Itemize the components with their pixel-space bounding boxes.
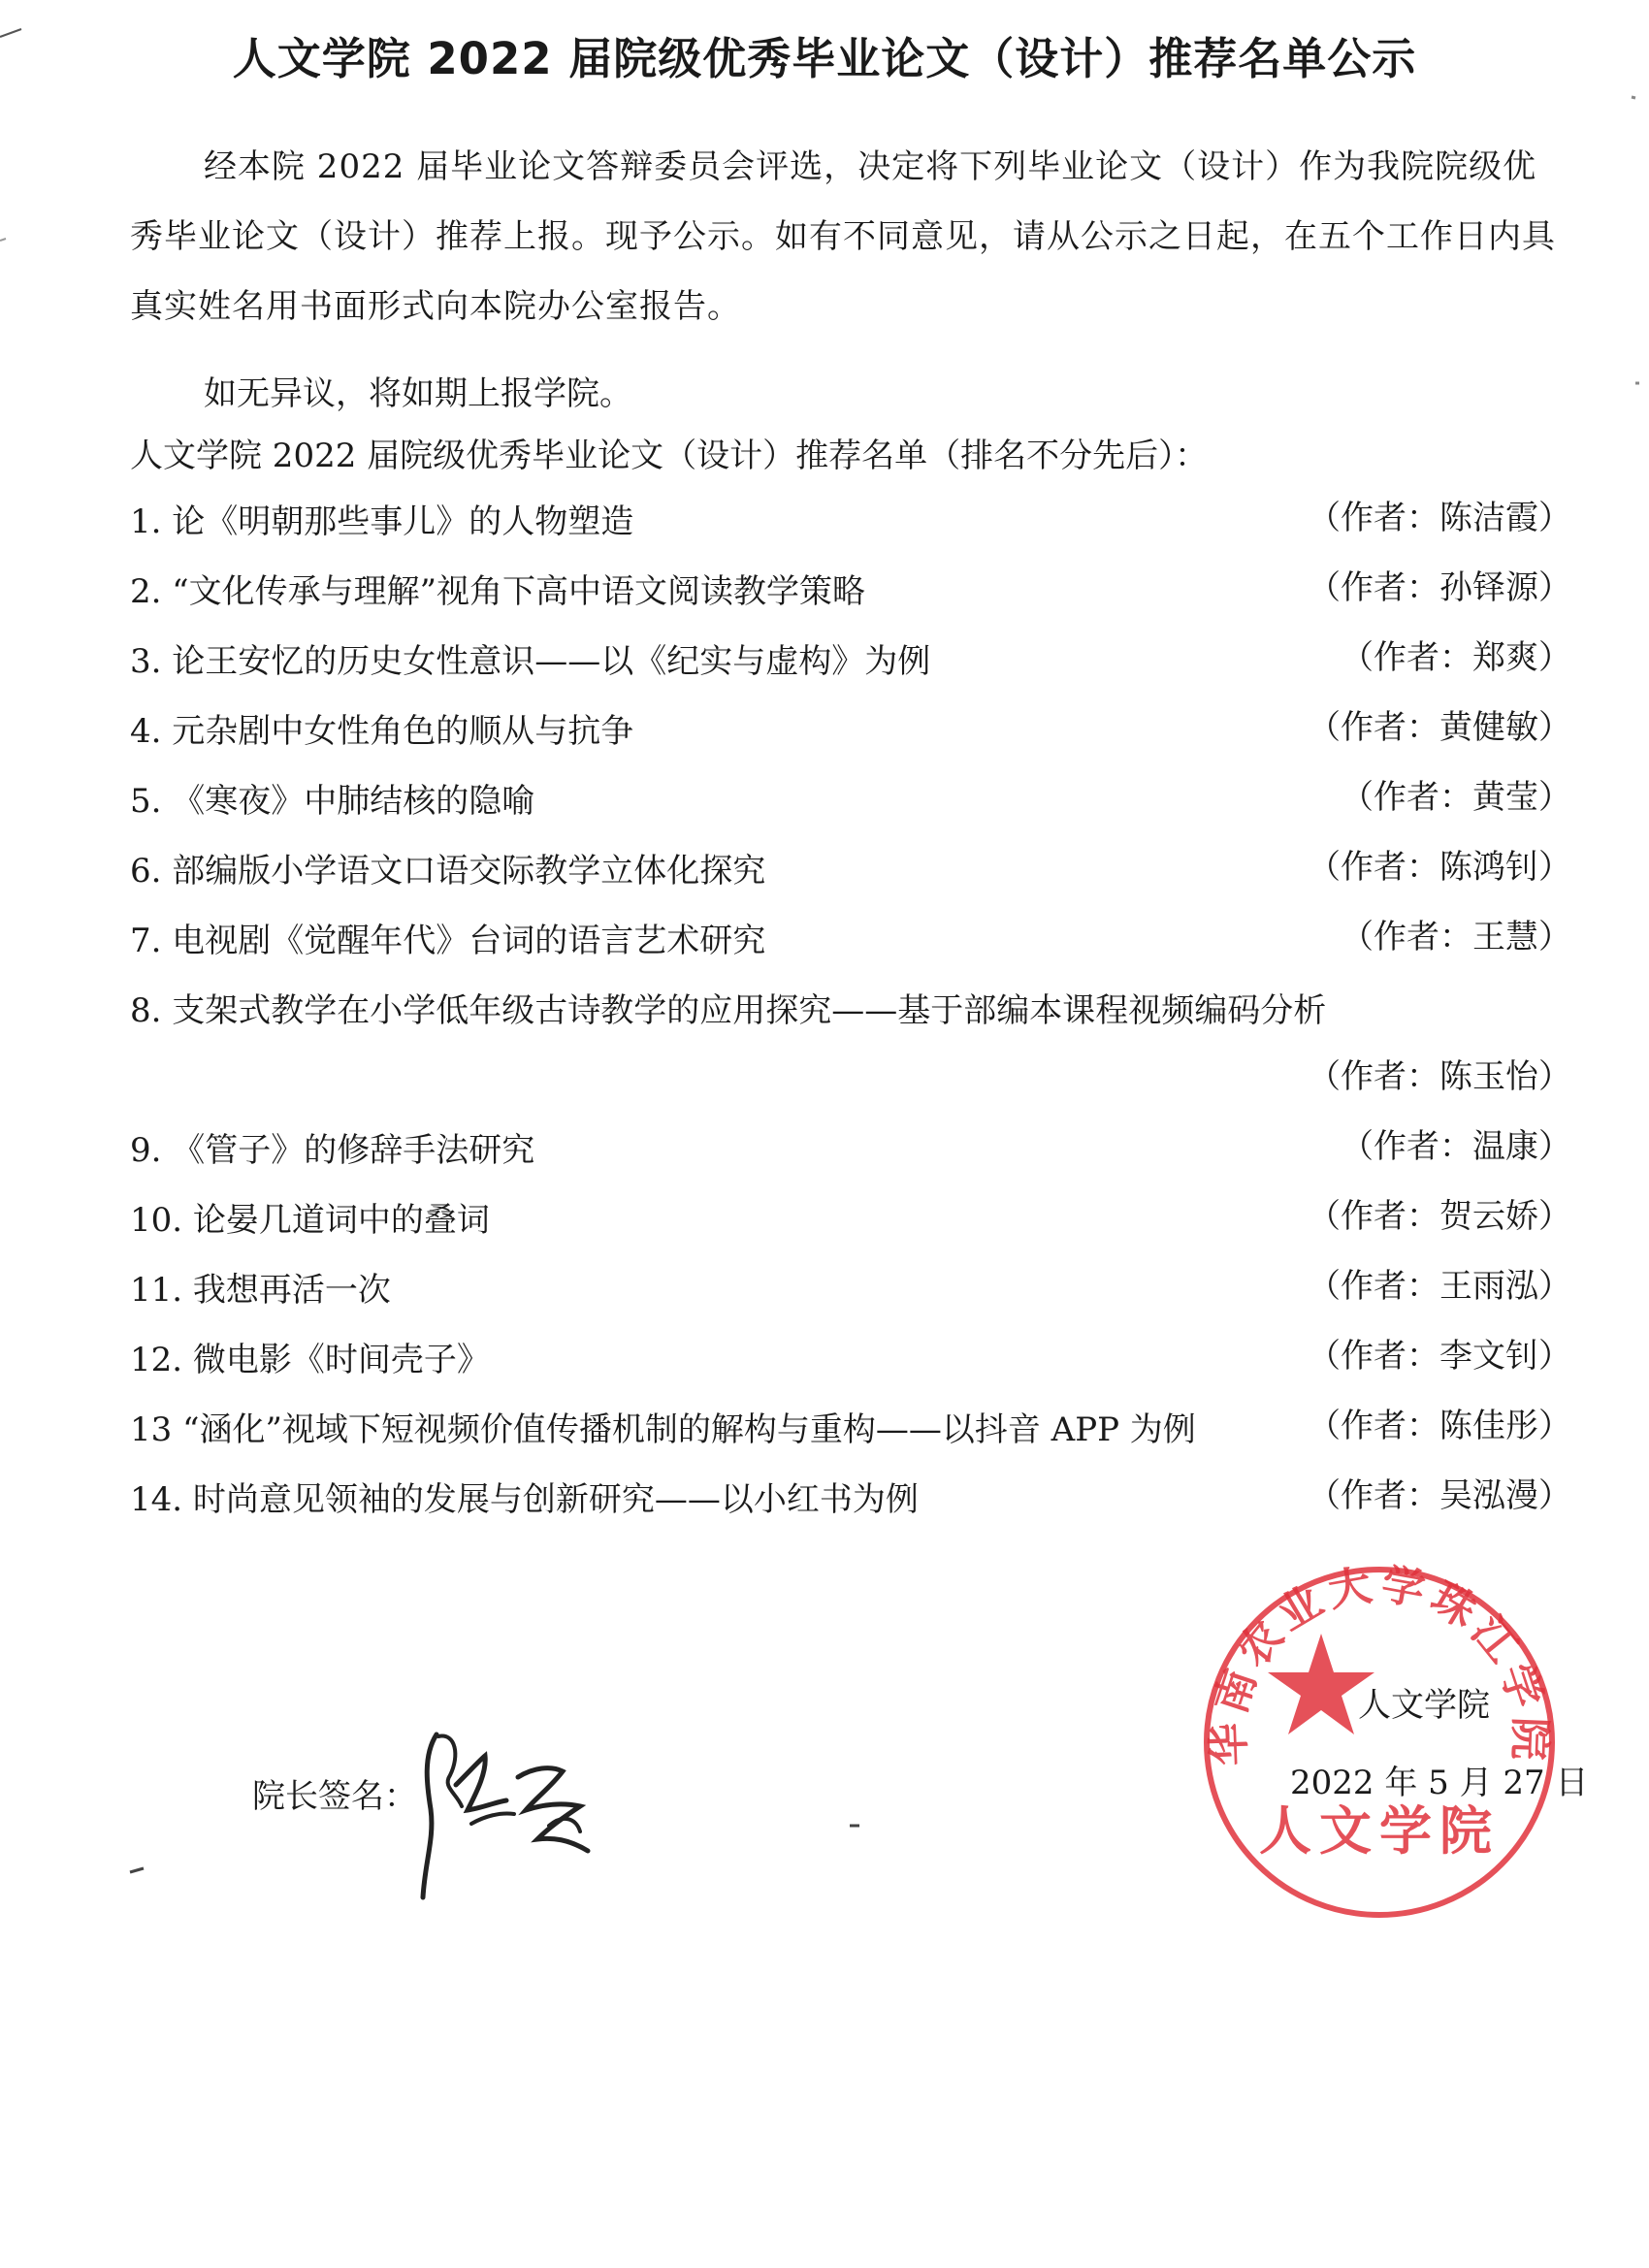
list-item (130, 1123, 1571, 1193)
thesis-title: 8. 支架式教学在小学低年级古诗教学的应用探究——基于部编本课程视频编码分析 (130, 991, 1327, 1030)
thesis-author: （作者：陈鸿钊） (1308, 848, 1571, 887)
list-item (130, 704, 1571, 774)
signature-label: 院长签名： (252, 1777, 417, 1816)
thesis-title: 3. 论王安忆的历史女性意识——以《纪实与虚构》为例 (130, 642, 931, 681)
list-item (130, 495, 1571, 565)
list-item (130, 1473, 1571, 1542)
notice-paragraph-2: 如无异议，将如期上报学院。 (204, 374, 632, 413)
official-seal (1195, 1558, 1564, 1927)
list-item (130, 1403, 1571, 1473)
thesis-list (130, 495, 1571, 1542)
thesis-title: 10. 论晏几道词中的叠词 (130, 1201, 490, 1240)
thesis-author: （作者：王雨泓） (1308, 1267, 1571, 1306)
thesis-title: 12. 微电影《时间壳子》 (130, 1341, 490, 1379)
thesis-author: （作者：温康） (1341, 1127, 1571, 1166)
list-item (130, 634, 1571, 704)
notice-paragraph: 经本院 2022 届毕业论文答辩委员会评选，决定将下列毕业论文（设计）作为我院院级优秀毕业论文（设计）推荐上报。现予公示。如有不同意见，请从公示之日起，在五个工作日内具真实姓名用书面形式向本院办公室报告。 (130, 147, 1556, 326)
list-item (130, 844, 1571, 914)
list-item (130, 565, 1571, 634)
thesis-author: （作者：陈玉怡） (1308, 1057, 1571, 1096)
thesis-author: （作者：陈洁霞） (1308, 499, 1571, 537)
issuer-name: 人文学院 (1358, 1686, 1490, 1725)
thesis-title: 1. 论《明朝那些事儿》的人物塑造 (130, 502, 634, 541)
list-heading: 人文学院 2022 届院级优秀毕业论文（设计）推荐名单（排名不分先后）： (130, 437, 1209, 475)
thesis-title: 6. 部编版小学语文口语交际教学立体化探究 (130, 852, 766, 891)
thesis-author: （作者：李文钊） (1308, 1337, 1571, 1376)
thesis-title: 9. 《管子》的修辞手法研究 (130, 1131, 535, 1170)
thesis-author: （作者：陈佳彤） (1308, 1407, 1571, 1445)
list-item (130, 914, 1571, 984)
seal-outer-text: 华南农业大学珠江学院 (1204, 1559, 1555, 1767)
thesis-author: （作者：吴泓漫） (1308, 1476, 1571, 1515)
thesis-title: 13 “涵化”视域下短视频价值传播机制的解构与重构——以抖音 APP 为例 (130, 1410, 1196, 1449)
thesis-author: （作者：郑爽） (1341, 638, 1571, 677)
issue-date: 2022 年 5 月 27 日 (1290, 1764, 1589, 1802)
seal-inner-text: 人文学院 (1259, 1800, 1500, 1862)
list-item (130, 984, 1571, 1123)
list-item (130, 1263, 1571, 1333)
list-item (130, 774, 1571, 844)
handwritten-signature (417, 1717, 611, 1911)
thesis-author: （作者：黄莹） (1341, 778, 1571, 817)
thesis-title: 14. 时尚意见领袖的发展与创新研究——以小红书为例 (130, 1480, 919, 1519)
thesis-author: （作者：孙铎源） (1308, 568, 1571, 607)
thesis-author: （作者：黄健敏） (1308, 708, 1571, 747)
thesis-title: 4. 元杂剧中女性角色的顺从与抗争 (130, 712, 634, 751)
thesis-author: （作者：王慧） (1341, 918, 1571, 956)
thesis-title: 11. 我想再活一次 (130, 1271, 391, 1310)
thesis-title: 5. 《寒夜》中肺结核的隐喻 (130, 782, 535, 821)
list-item (130, 1333, 1571, 1403)
thesis-author: （作者：贺云娇） (1308, 1197, 1571, 1236)
page-title: 人文学院 2022 届院级优秀毕业论文（设计）推荐名单公示 (232, 33, 1417, 84)
thesis-title: 7. 电视剧《觉醒年代》台词的语言艺术研究 (130, 922, 766, 960)
list-item (130, 1193, 1571, 1263)
svg-text:华南农业大学珠江学院 (1204, 1560, 1555, 1766)
thesis-title: 2. “文化传承与理解”视角下高中语文阅读教学策略 (130, 572, 866, 611)
